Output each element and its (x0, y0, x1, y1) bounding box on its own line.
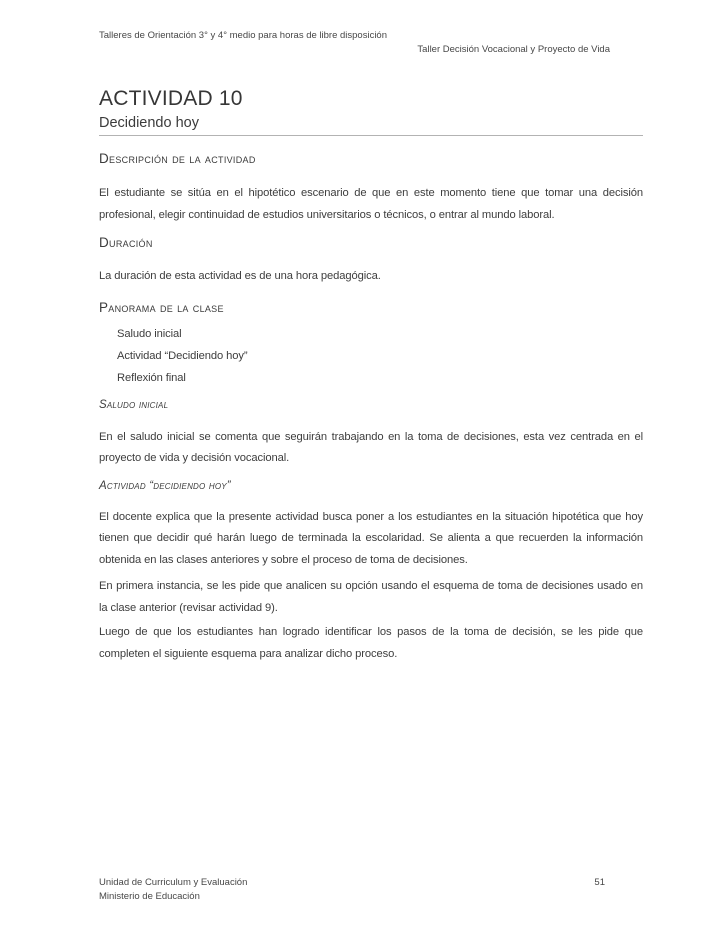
paragraph-actividad-2: En primera instancia, se les pide que analicen su opción usando el esquema de toma de decisiones usado en la clase anterior (revisar actividad 9). (99, 580, 643, 614)
footer-ministry-line: Ministerio de Educación (99, 891, 200, 902)
panorama-list (99, 323, 643, 389)
footer-org-block (99, 876, 247, 904)
paragraph-actividad-3: Luego de que los estudiantes han logrado identificar los pasos de la toma de decisión, se les pide que completen el siguiente esquema para analizar dicho proceso. (99, 626, 643, 660)
page-number: 51 (594, 877, 605, 888)
section-heading-descripcion: Descripción de la actividad (99, 151, 256, 166)
footer-unit-line: Unidad de Curriculum y Evaluación (99, 877, 248, 888)
panorama-list-item: Actividad “Decidiendo hoy” (117, 349, 248, 362)
paragraph-saludo: En el saludo inicial se comenta que seguirán trabajando en la toma de decisiones, esta vez centrada en el proyecto de vida y decisión vocacional. (99, 430, 643, 464)
paragraph-actividad-1: El docente explica que la presente actividad busca poner a los estudiantes en la situación hipotética que hoy tienen que decidir qué harán luego de terminada la escolaridad. Se alienta a que recuerden la información obtenida en las clases anteriores y sobre el proceso de toma de decisiones. (99, 510, 643, 566)
activity-subtitle: Decidiendo hoy (99, 115, 199, 131)
subsection-heading-actividad: Actividad “decidiendo hoy” (99, 479, 231, 492)
paragraph-duracion: La duración de esta actividad es de una hora pedagógica. (99, 270, 381, 282)
panorama-list-item: Reflexión final (117, 371, 186, 384)
paragraph-descripcion: El estudiante se sitúa en el hipotético escenario de que en este momento tiene que tomar una decisión profesional, elegir continuidad de estudios universitarios o técnicos, o entrar al mundo laboral. (99, 187, 643, 221)
title-divider (99, 135, 643, 136)
header-left-text: Talleres de Orientación 3° y 4° medio para horas de libre disposición (99, 30, 388, 41)
page-footer (99, 876, 643, 904)
subsection-heading-saludo: Saludo inicial (99, 398, 169, 411)
activity-title: ACTIVIDAD 10 (99, 87, 243, 110)
section-heading-duracion: Duración (99, 235, 153, 250)
section-heading-panorama: Panorama de la clase (99, 299, 224, 315)
header-right-text: Taller Decisión Vocacional y Proyecto de Vida (417, 44, 610, 55)
panorama-list-item: Saludo inicial (117, 327, 182, 340)
